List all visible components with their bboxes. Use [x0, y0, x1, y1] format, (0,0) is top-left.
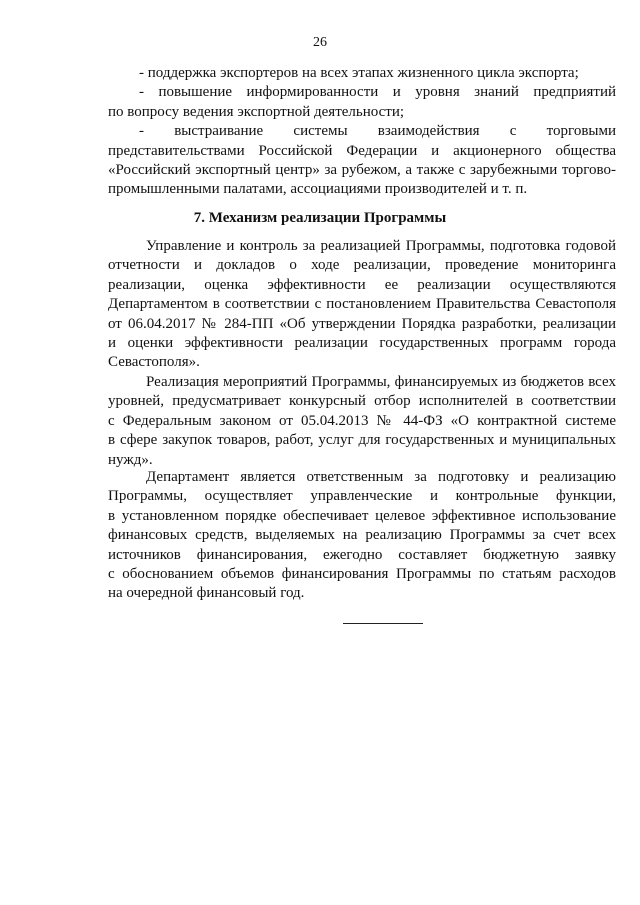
paragraph-line: уровней, предусматривает конкурсный отбор исполнителей в соответствии [108, 393, 616, 410]
list-item: - повышение информированности и уровня знаний предприятий [139, 84, 616, 101]
paragraph-line: в установленном порядке обеспечивает целевое эффективное использование [108, 507, 616, 524]
paragraph-line: с обоснованием объемов финансирования Программы по статьям расходов [108, 565, 616, 582]
paragraph-procurement [108, 373, 616, 470]
paragraph-line: Департаментом в соответствии с постановлением Правительства Севастополя [108, 296, 616, 313]
paragraph-department-responsibility [108, 468, 616, 604]
list-item-continuation: представительствами Российской Федерации и акционерного общества [108, 142, 616, 159]
end-of-section-rule [343, 623, 423, 624]
section-heading: 7. Механизм реализации Программы [193, 210, 447, 226]
page-number: 26 [313, 35, 327, 50]
paragraph-line: в сфере закупок товаров, работ, услуг для государственных и муниципальных [108, 432, 616, 449]
paragraph-line: Департамент является ответственным за подготовку и реализацию [146, 469, 616, 485]
paragraph-line: финансовых средств, выделяемых на реализацию Программы за счет всех [108, 527, 616, 544]
paragraph-line: отчетности и докладов о ходе реализации, проведение мониторинга [108, 257, 616, 274]
paragraph-line: нужд». [108, 451, 153, 468]
paragraph-line: Управление и контроль за реализацией Программы, подготовка годовой [146, 238, 616, 254]
export-support-list [108, 64, 616, 200]
list-item-continuation: промышленными палатами, ассоциациями производителей и т. п. [108, 181, 528, 198]
paragraph-line: на очередной финансовый год. [108, 585, 305, 602]
list-item: - выстраивание системы взаимодействия с торговыми [139, 123, 616, 140]
list-item-continuation: по вопросу ведения экспортной деятельности; [108, 103, 405, 120]
paragraph-line: с Федеральным законом от 05.04.2013 № 44-ФЗ «О контрактной системе [108, 412, 616, 429]
paragraph-line: источников финансирования, ежегодно составляет бюджетную заявку [108, 546, 616, 563]
paragraph-line: Реализация мероприятий Программы, финансируемых из бюджетов всех [146, 374, 616, 390]
paragraph-line: Севастополя». [108, 354, 200, 371]
paragraph-line: и оценки эффективности реализации государственных программ города [108, 334, 616, 351]
paragraph-management-control [108, 237, 616, 373]
paragraph-line: от 06.04.2017 № 284-ПП «Об утверждении Порядка разработки, реализации [108, 315, 616, 332]
paragraph-line: реализации, оценка эффективности ее реализации осуществляются [108, 276, 616, 293]
list-item: - поддержка экспортеров на всех этапах жизненного цикла экспорта; [139, 65, 579, 81]
paragraph-line: Программы, осуществляет управленческие и контрольные функции, [108, 488, 616, 505]
list-item-continuation: «Российский экспортный центр» за рубежом, а также с зарубежными торгово- [108, 161, 616, 178]
